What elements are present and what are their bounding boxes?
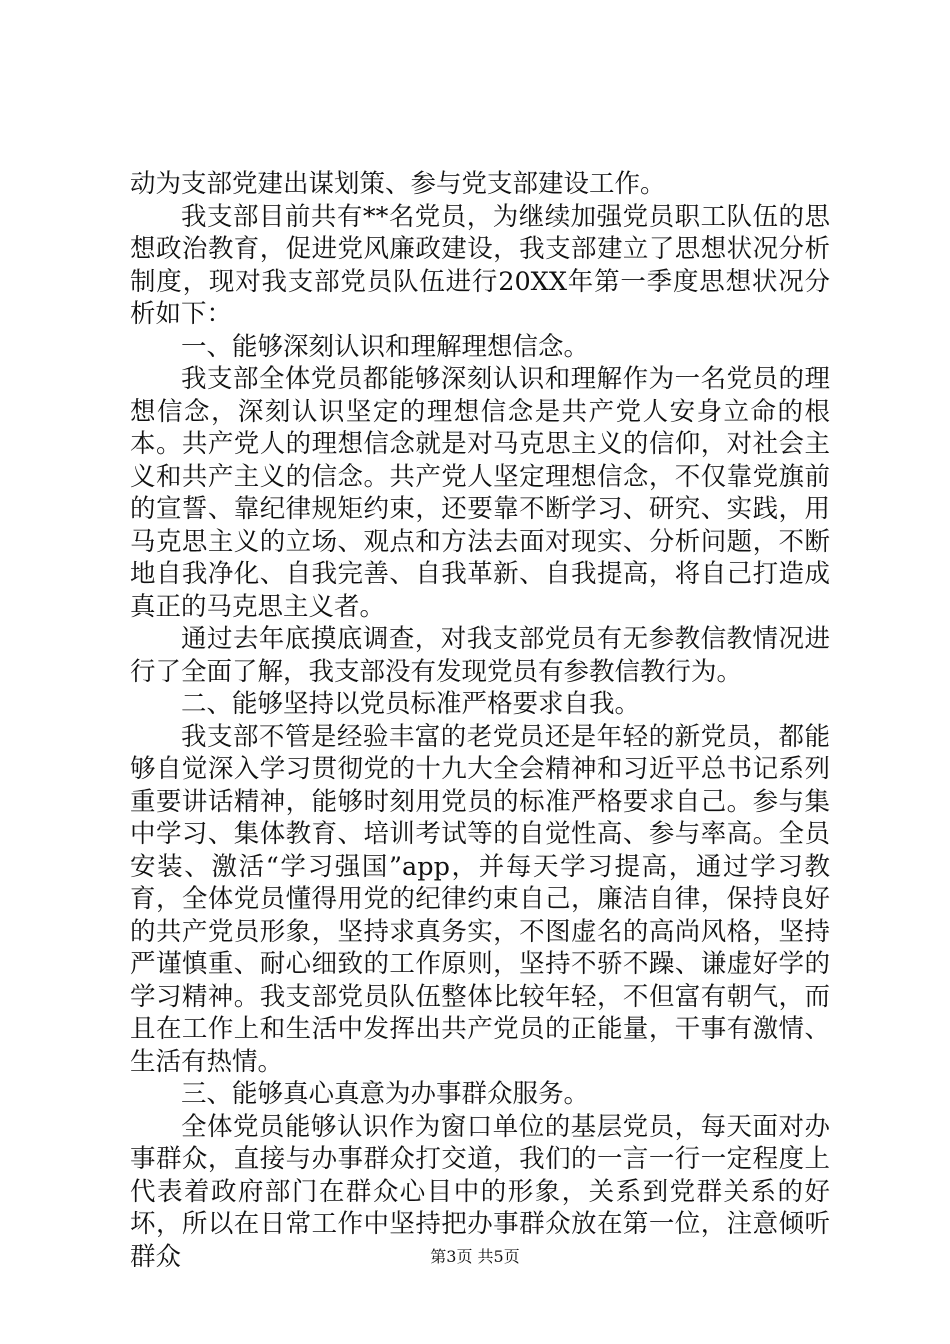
document-body	[130, 168, 830, 1273]
page-number-footer: 第3页 共5页	[430, 1247, 520, 1266]
paragraph: 动为支部党建出谋划策、参与党支部建设工作。	[130, 169, 666, 199]
paragraph: 通过去年底摸底调查，对我支部党员有无参教信教情况进行了全面了解，我支部没有发现党员有参教信教行为。	[130, 624, 830, 687]
paragraph: 全体党员能够认识作为窗口单位的基层党员，每天面对办事群众，直接与办事群众打交道，我们的一言一行一定程度上代表着政府部门在群众心目中的形象，关系到党群关系的好坏，所以在日常工作中坚持把办事群众放在第一位，注意倾听群众	[130, 1111, 830, 1272]
section-heading: 三、能够真心真意为办事群众服务。	[181, 1079, 590, 1109]
section-heading: 二、能够坚持以党员标准严格要求自我。	[181, 689, 641, 719]
paragraph: 我支部不管是经验丰富的老党员还是年轻的新党员，都能够自觉深入学习贯彻党的十九大全会精神和习近平总书记系列重要讲话精神，能够时刻用党员的标准严格要求自己。参与集中学习、集体教育、培训考试等的自觉性高、参与率高。全员安装、激活“学习强国”app，并每天学习提高，通过学习教育，全体党员懂得用党的纪律约束自己，廉洁自律，保持良好的共产党员形象，坚持求真务实，不图虚名的高尚风格，坚持严谨慎重、耐心细致的工作原则，坚持不骄不躁、谦虚好学的学习精神。我支部党员队伍整体比较年轻，不但富有朝气，而且在工作上和生活中发挥出共产党员的正能量，干事有激情、生活有热情。	[130, 721, 830, 1077]
section-heading: 一、能够深刻认识和理解理想信念。	[181, 331, 590, 362]
paragraph: 我支部全体党员都能够深刻认识和理解作为一名党员的理想信念，深刻认识坚定的理想信念是共产党人安身立命的根本。共产党人的理想信念就是对马克思主义的信仰，对社会主义和共产主义的信念。共产党人坚定理想信念，不仅靠党旗前的宣誓、靠纪律规矩约束，还要靠不断学习、研究、实践，用马克思主义的立场、观点和方法去面对现实、分析问题，不断地自我净化、自我完善、自我革新、自我提高，将自己打造成真正的马克思主义者。	[130, 364, 830, 622]
paragraph: 我支部目前共有**名党员，为继续加强党员职工队伍的思想政治教育，促进党风廉政建设，我支部建立了思想状况分析制度，现对我支部党员队伍进行20XX年第一季度思想状况分析如下：	[130, 201, 830, 329]
